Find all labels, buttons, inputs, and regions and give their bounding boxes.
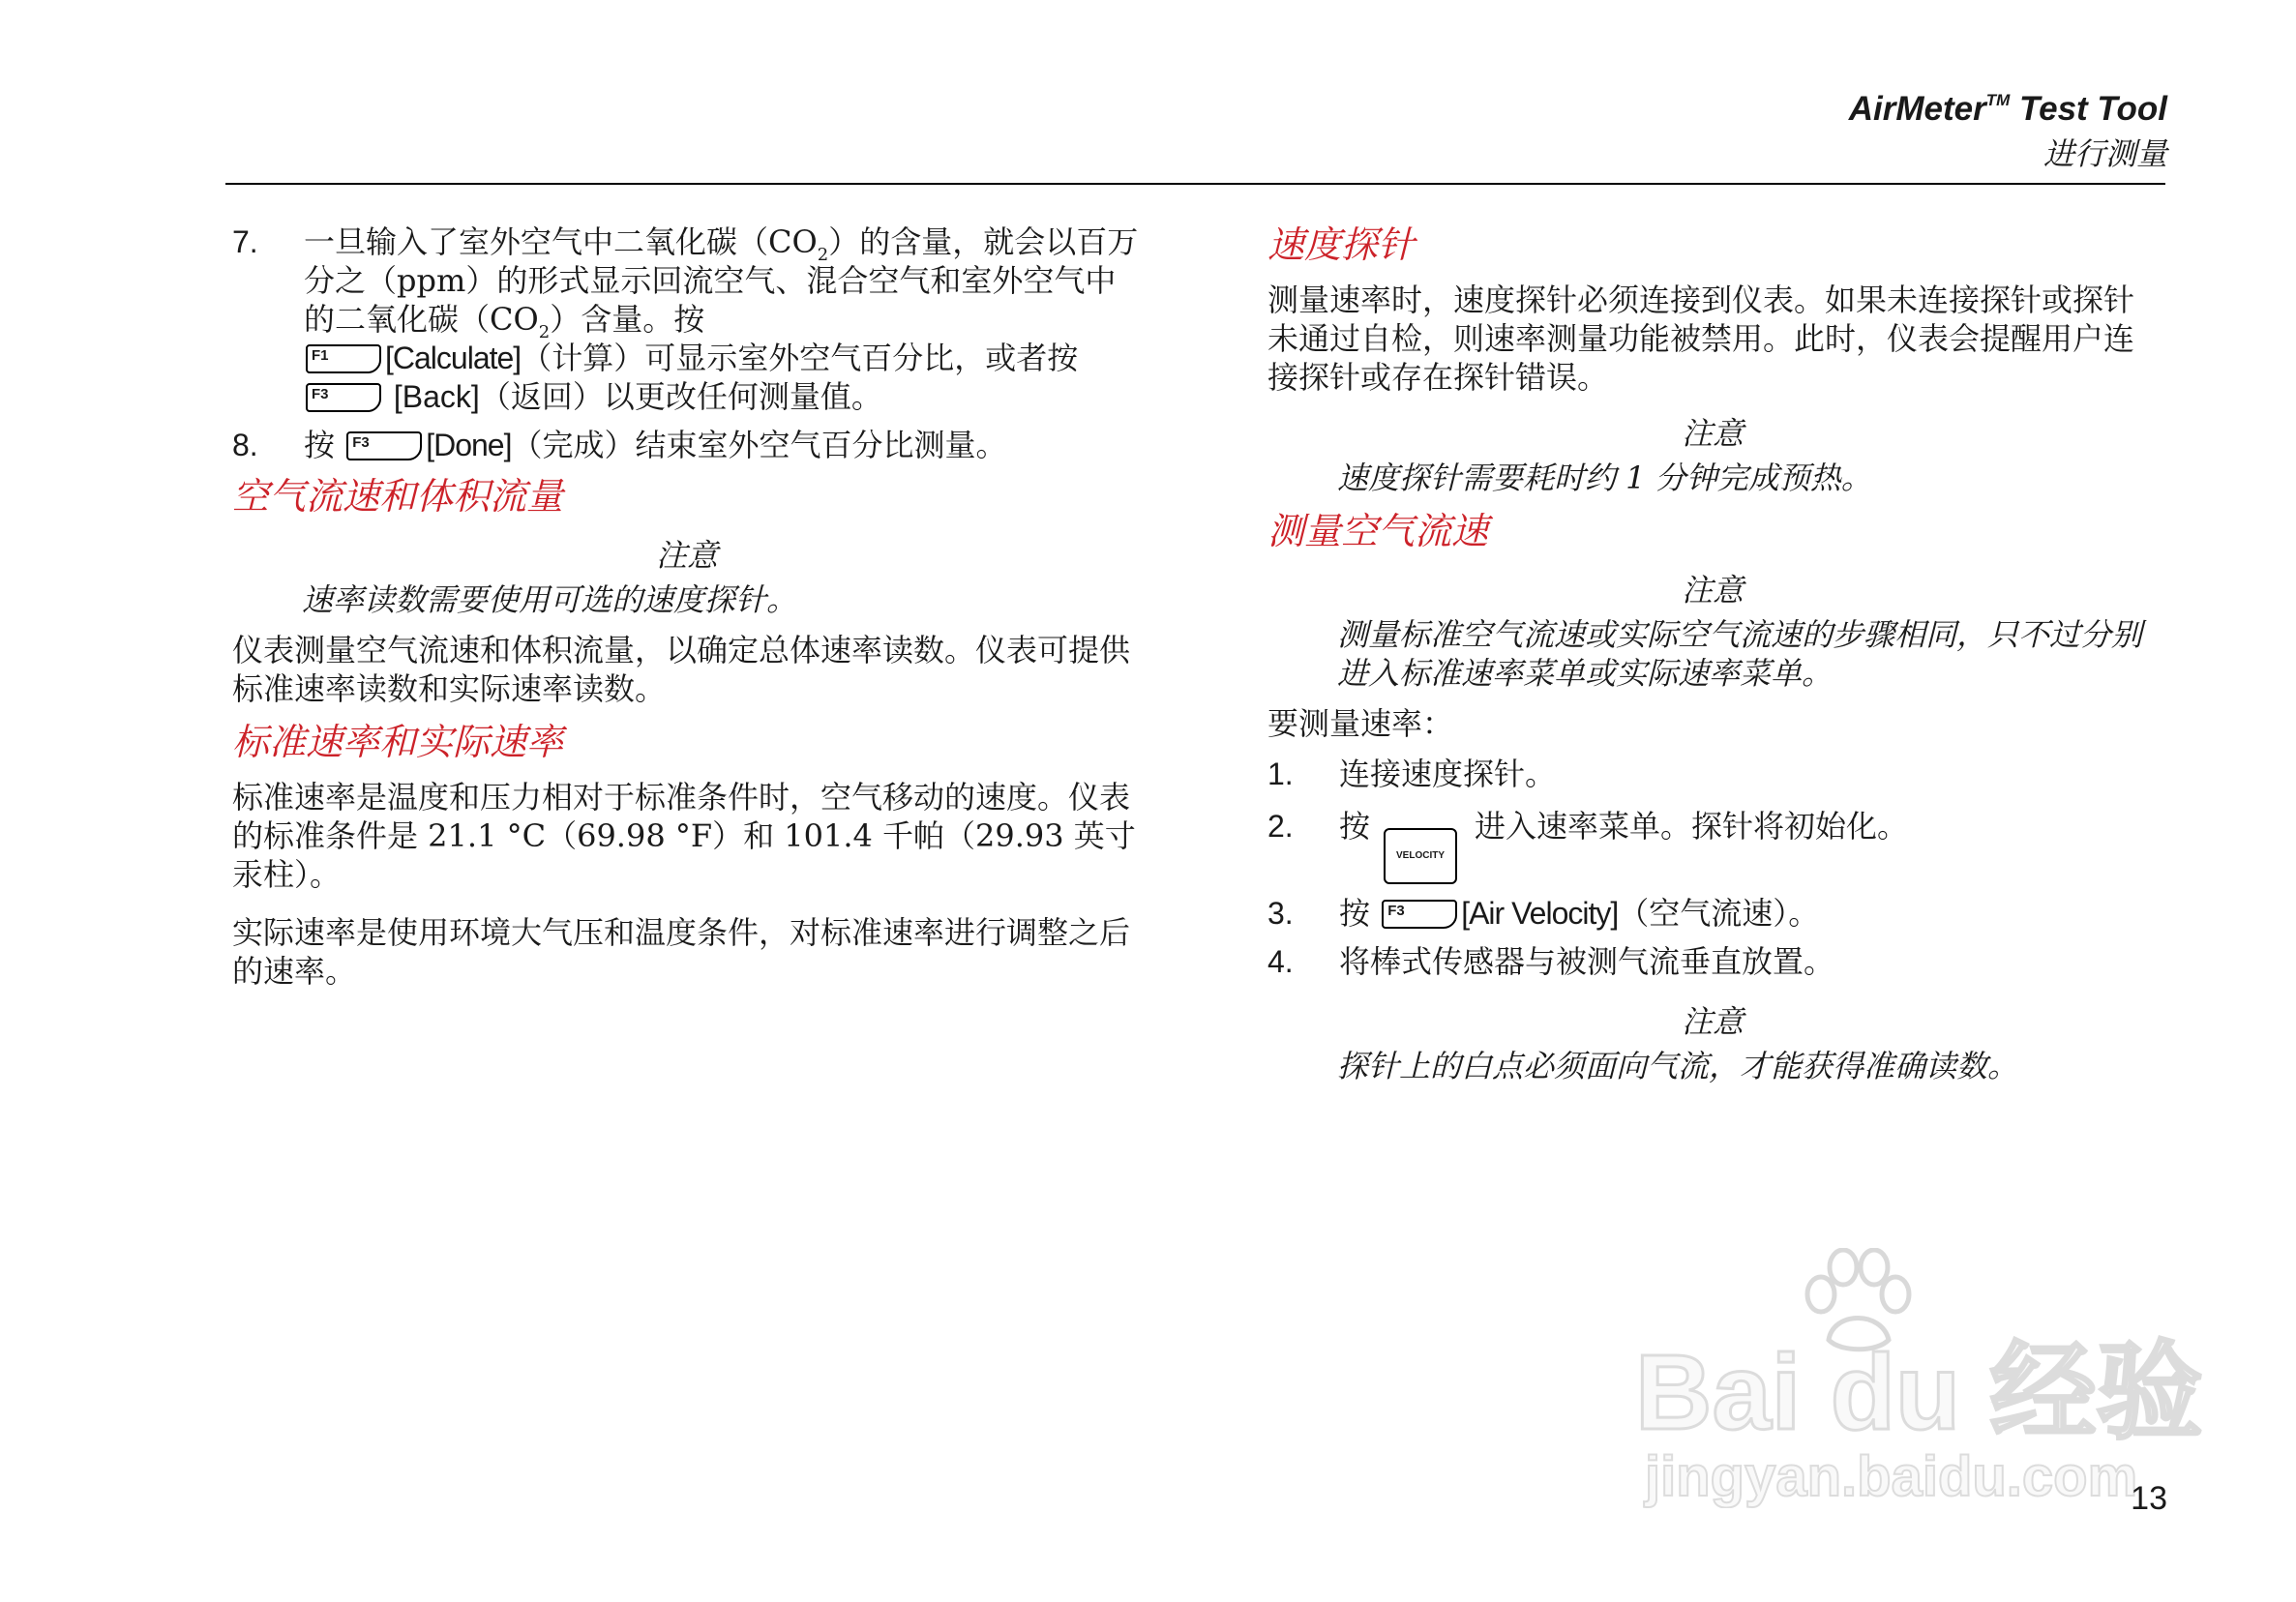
step-number: 4. — [1267, 944, 1294, 979]
baidu-watermark — [1635, 1248, 2203, 1519]
step-number: 1. — [1267, 756, 1294, 791]
step-1 — [1267, 755, 2158, 793]
step-text: 进入速率菜单。探针将初始化。 — [1475, 808, 1909, 845]
document-title — [1849, 79, 2167, 131]
title-main: AirMeter — [1848, 90, 1986, 128]
key-label: VELOCITY — [1396, 850, 1446, 861]
step-number: 7. — [232, 224, 258, 259]
step-text: （返回）以更改任何测量值。 — [479, 378, 882, 415]
section-subtitle: 进行测量 — [2043, 135, 2167, 172]
title-suffix: Test Tool — [2010, 90, 2167, 128]
step-text: 一旦输入了室外空气中二氧化碳（CO — [304, 223, 818, 260]
right-column — [1267, 222, 2158, 1097]
body-paragraph: 测量速率时，速度探针必须连接到仪表。如果未连接探针或探针未通过自检，则速率测量功能被禁用。此时，仪表会提醒用户连接探针或存在探针错误。 — [1267, 282, 2135, 396]
step-body — [304, 222, 1142, 416]
section-heading-probe: 速度探针 — [1267, 223, 1416, 266]
intro-text: 要测量速率： — [1267, 705, 1454, 742]
f1-key-icon — [306, 344, 381, 373]
step-body — [1339, 894, 2158, 933]
key-label: F3 — [312, 386, 329, 402]
section-heading-velocity-types: 标准速率和实际速率 — [232, 721, 564, 763]
left-column — [232, 222, 1142, 1002]
step-7 — [232, 222, 1142, 416]
step-text: 按 — [1339, 808, 1371, 845]
step-body — [1339, 807, 2158, 884]
step-text: ）含量。按 — [550, 301, 705, 338]
step-8 — [232, 426, 1142, 464]
note-title: 注意 — [1681, 1003, 1744, 1040]
step-4 — [1267, 942, 2158, 981]
body-paragraph: 实际速率是使用环境大气压和温度条件，对标准速率进行调整之后的速率。 — [232, 914, 1131, 990]
f3-key-icon — [306, 383, 381, 412]
body-paragraph — [232, 778, 1142, 894]
step-body: 将棒式传感器与被测气流垂直放置。 — [1339, 943, 1835, 980]
note-title: 注意 — [1681, 572, 1744, 608]
subscript: 2 — [538, 322, 551, 342]
watermark-brand: Bai du 经验 — [1635, 1333, 2203, 1452]
step-2 — [1267, 807, 2158, 884]
step-text: （空气流速）。 — [1618, 895, 1820, 932]
f3-key-icon — [346, 431, 422, 460]
watermark-url: jingyan.baidu.com — [1645, 1445, 2138, 1508]
note-text: 速率读数需要使用可选的速度探针。 — [302, 581, 798, 618]
trademark-mark: TM — [1985, 91, 2011, 109]
note-text: 探针上的白点必须面向气流，才能获得准确读数。 — [1337, 1048, 2019, 1084]
command-label: [Done] — [426, 428, 512, 462]
note-title: 注意 — [1681, 415, 1744, 452]
step-body — [304, 426, 1142, 464]
step-text: 按 — [304, 427, 336, 463]
header-rule — [225, 183, 2165, 185]
step-number: 2. — [1267, 809, 1294, 844]
page-number: 13 — [2131, 1480, 2167, 1517]
step-body: 连接速度探针。 — [1339, 756, 1557, 792]
note-title: 注意 — [655, 537, 718, 574]
section-heading-measure-airflow: 测量空气流速 — [1267, 510, 1489, 552]
key-label: F1 — [312, 347, 329, 364]
paragraph-text: 标准速率是温度和压力相对于标准条件时，空气移动的速度。仪表的标准条件是 21.1 °C（69.98 °F）和 101.4 千帕（29.93 英寸汞柱）。 — [232, 779, 1136, 893]
step-number: 3. — [1267, 896, 1294, 931]
step-3 — [1267, 894, 2158, 933]
step-text: （完成）结束室外空气百分比测量。 — [511, 427, 1007, 463]
f3-key-icon — [1382, 900, 1457, 929]
note-text: 速度探针需要耗时约 1 分钟完成预热。 — [1337, 460, 1872, 496]
step-text: ）的含量，就会以百万分之（ppm）的形式显示回流空气、混合空气和室外空气中的二氧化碳（CO — [304, 223, 1139, 338]
body-paragraph: 仪表测量空气流速和体积流量，以确定总体速率读数。仪表可提供标准速率读数和实际速率读数。 — [232, 632, 1131, 707]
velocity-key-icon — [1384, 828, 1457, 884]
key-label: F3 — [1387, 903, 1405, 919]
step-number: 8. — [232, 428, 258, 462]
key-label: F3 — [352, 434, 370, 451]
note-text: 测量标准空气流速或实际空气流速的步骤相同，只不过分别进入标准速率菜单或实际速率菜单。 — [1337, 616, 2143, 692]
page-header — [1849, 79, 2167, 175]
command-label: [Air Velocity] — [1461, 896, 1619, 931]
step-text: （计算）可显示室外空气百分比，或者按 — [521, 340, 1079, 376]
subscript: 2 — [817, 245, 829, 265]
step-text: 按 — [1339, 895, 1371, 932]
command-label: [Calculate] — [385, 341, 522, 375]
command-label: [Back] — [385, 379, 480, 414]
section-heading-airflow: 空气流速和体积流量 — [232, 475, 564, 518]
